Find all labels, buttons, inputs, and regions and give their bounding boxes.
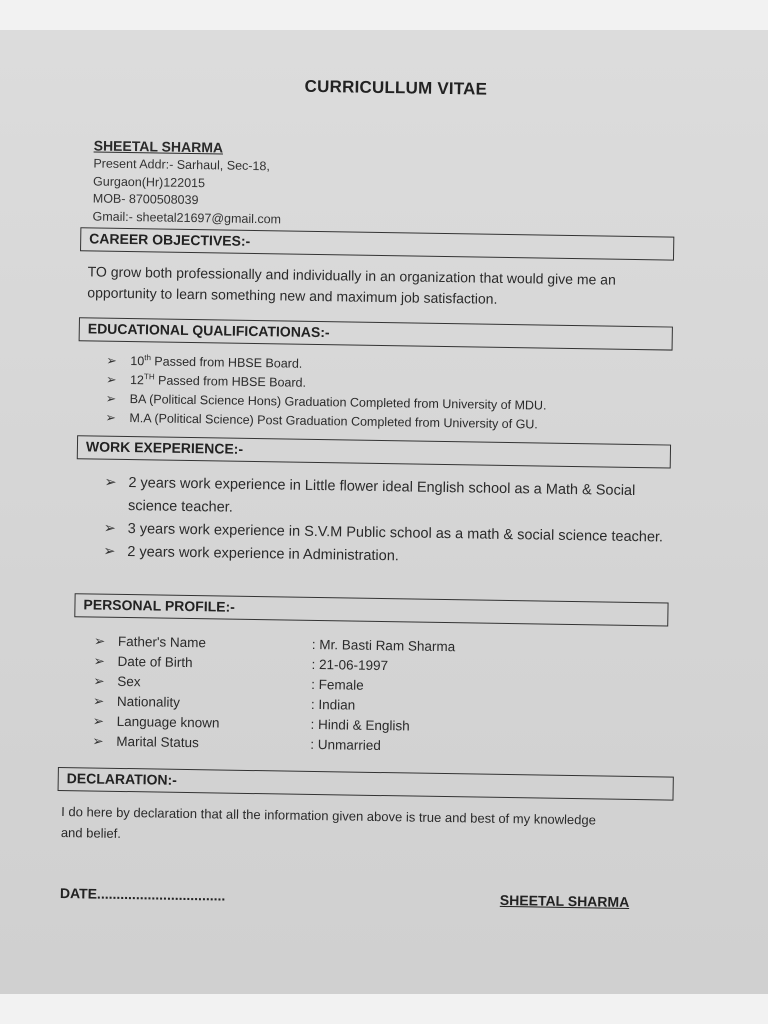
arrow-bullet-icon: ➢ — [105, 372, 117, 387]
arrow-bullet-icon: ➢ — [105, 410, 117, 425]
section-personal-profile: PERSONAL PROFILE:- — [74, 593, 668, 626]
mobile-number: MOB- 8700508039 — [92, 191, 199, 208]
profile-value: : Indian — [310, 696, 356, 713]
arrow-bullet-icon: ➢ — [93, 633, 106, 649]
arrow-bullet-icon: ➢ — [93, 653, 106, 669]
profile-label: Father's Name — [117, 633, 207, 651]
profile-label: Date of Birth — [117, 653, 193, 671]
education-item: ➢ 10th Passed from HBSE Board. — [106, 353, 303, 371]
document-title: CURRICULLUM VITAE — [304, 76, 488, 99]
profile-value: : Female — [311, 676, 364, 693]
education-item: ➢ 12TH Passed from HBSE Board. — [105, 372, 307, 390]
email-address: Gmail:- sheetal21697@gmail.com — [92, 209, 282, 227]
work-item: ➢ 2 years work experience in Little flower ideal English school as a Math & Social science teacher. — [104, 472, 669, 527]
section-educational-qualifications: EDUCATIONAL QUALIFICATIONAS:- — [79, 317, 673, 350]
arrow-bullet-icon: ➢ — [92, 693, 105, 709]
arrow-bullet-icon: ➢ — [93, 673, 105, 689]
profile-value: : Hindi & English — [310, 716, 410, 734]
profile-label: Sex — [117, 673, 141, 690]
arrow-bullet-icon: ➢ — [103, 520, 116, 537]
profile-value: : Mr. Basti Ram Sharma — [311, 636, 456, 655]
profile-value: : 21-06-1997 — [311, 656, 389, 674]
arrow-bullet-icon: ➢ — [92, 713, 105, 729]
document-content — [0, 24, 768, 1000]
education-item: ➢ M.A (Political Science) Post Graduation Completed from University of GU. — [105, 410, 538, 432]
profile-label: Nationality — [116, 693, 181, 710]
section-work-experience: WORK EXEPERIENCE:- — [77, 435, 671, 468]
arrow-bullet-icon: ➢ — [92, 733, 104, 749]
arrow-bullet-icon: ➢ — [104, 474, 117, 491]
work-item: ➢ 2 years work experience in Administration. — [103, 541, 667, 573]
section-career-objectives: CAREER OBJECTIVES:- — [80, 227, 674, 260]
arrow-bullet-icon: ➢ — [105, 391, 117, 406]
arrow-bullet-icon: ➢ — [103, 543, 116, 560]
candidate-name: SHEETAL SHARMA — [93, 137, 224, 156]
work-experience-list — [103, 472, 668, 573]
section-declaration: DECLARATION:- — [58, 767, 674, 801]
signature-name: SHEETAL SHARMA — [499, 891, 630, 910]
profile-label: Language known — [116, 713, 220, 731]
career-objective-text: TO grow both professionally and individually in an organization that would give me an opportunity to learn something new and maximum job satisfaction. — [87, 263, 616, 307]
profile-value: : Unmarried — [310, 736, 381, 754]
profile-label: Marital Status — [116, 733, 199, 751]
document-page — [0, 30, 768, 994]
declaration-text: I do here by declaration that all the information given above is true and best of my knowledge and belief. — [60, 804, 597, 841]
education-list — [105, 352, 547, 435]
address-city: Gurgaon(Hr)122015 — [93, 174, 206, 191]
education-item: ➢ BA (Political Science Hons) Graduation Completed from University of MDU. — [105, 391, 547, 413]
work-item: ➢ 3 years work experience in S.V.M Public school as a math & social science teacher. — [103, 518, 667, 550]
address-line: Present Addr:- Sarhaul, Sec-18, — [93, 156, 270, 174]
date-line: DATE................................. — [59, 885, 226, 904]
arrow-bullet-icon: ➢ — [106, 353, 117, 368]
personal-profile-table — [92, 632, 594, 760]
